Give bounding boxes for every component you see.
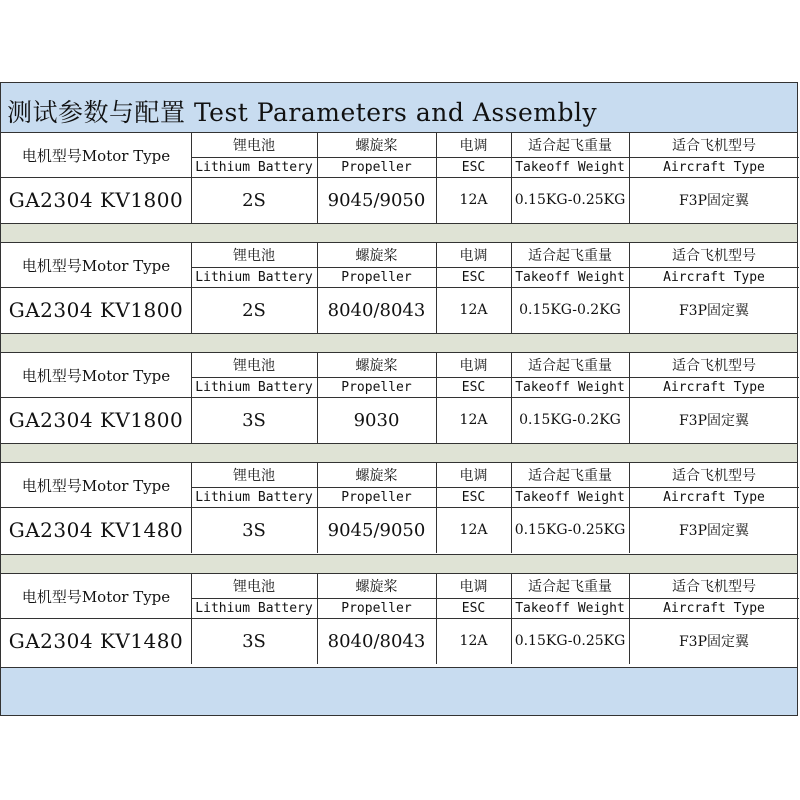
takeoff-value: 0.15KG-0.25KG — [514, 522, 626, 538]
spec-block — [1, 243, 797, 333]
aircraft-header-cn: 适合飞机型号 — [672, 138, 756, 154]
esc-header-cn: 电调 — [459, 358, 488, 374]
aircraft-value: F3P固定翼 — [678, 634, 750, 650]
esc-header-en: ESC — [461, 489, 486, 505]
parameters-table — [0, 82, 798, 716]
column-divider — [629, 243, 630, 333]
takeoff-header-cn: 适合起飞重量 — [528, 248, 612, 264]
propeller-value: 9045/9050 — [327, 189, 426, 211]
header-bottom-divider — [1, 177, 799, 178]
spec-block — [1, 133, 797, 223]
block-separator — [1, 443, 797, 463]
aircraft-header-en: Aircraft Type — [663, 489, 765, 505]
aircraft-header-en: Aircraft Type — [663, 600, 765, 616]
battery-header-en: Lithium Battery — [195, 269, 313, 285]
header-divider — [191, 598, 799, 599]
propeller-value: 8040/8043 — [327, 299, 426, 321]
aircraft-header-en: Aircraft Type — [663, 379, 765, 395]
takeoff-header-cn: 适合起飞重量 — [528, 579, 612, 595]
column-divider — [436, 353, 437, 443]
esc-header-en: ESC — [461, 269, 486, 285]
spec-block — [1, 353, 797, 443]
propeller-header-en: Propeller — [341, 600, 412, 616]
header-bottom-divider — [1, 397, 799, 398]
esc-value: 12A — [459, 633, 488, 649]
battery-value: 2S — [242, 299, 266, 321]
column-divider — [317, 133, 318, 223]
column-divider — [436, 574, 437, 664]
battery-value: 3S — [242, 409, 266, 431]
column-divider — [511, 463, 512, 553]
column-divider — [191, 574, 192, 664]
esc-value: 12A — [459, 522, 488, 538]
esc-header-en: ESC — [461, 379, 486, 395]
column-divider — [511, 574, 512, 664]
column-divider — [436, 133, 437, 223]
propeller-header-cn: 螺旋桨 — [355, 468, 398, 484]
propeller-value: 8040/8043 — [327, 630, 426, 652]
column-divider — [436, 243, 437, 333]
aircraft-value: F3P固定翼 — [678, 413, 750, 429]
header-bottom-divider — [1, 287, 799, 288]
motor-value: GA2304 KV1800 — [8, 408, 184, 432]
battery-header-cn: 锂电池 — [233, 358, 275, 374]
takeoff-header-cn: 适合起飞重量 — [528, 358, 612, 374]
takeoff-value: 0.15KG-0.25KG — [514, 192, 626, 208]
propeller-header-cn: 螺旋桨 — [355, 579, 398, 595]
column-divider — [629, 353, 630, 443]
motor-value: GA2304 KV1480 — [8, 518, 184, 542]
column-divider — [191, 463, 192, 553]
battery-header-en: Lithium Battery — [195, 379, 313, 395]
column-divider — [191, 353, 192, 443]
column-divider — [317, 243, 318, 333]
column-divider — [317, 463, 318, 553]
column-divider — [629, 133, 630, 223]
esc-header-cn: 电调 — [459, 138, 488, 154]
block-separator — [1, 223, 797, 243]
aircraft-header-cn: 适合飞机型号 — [672, 468, 756, 484]
column-divider — [511, 353, 512, 443]
battery-header-cn: 锂电池 — [233, 468, 275, 484]
column-divider — [436, 463, 437, 553]
battery-header-en: Lithium Battery — [195, 159, 313, 175]
header-divider — [191, 267, 799, 268]
column-divider — [191, 243, 192, 333]
motor-type-header: 电机型号Motor Type — [21, 256, 171, 275]
takeoff-header-en: Takeoff Weight — [515, 269, 625, 285]
takeoff-header-en: Takeoff Weight — [515, 600, 625, 616]
aircraft-value: F3P固定翼 — [678, 193, 750, 209]
column-divider — [511, 133, 512, 223]
propeller-header-en: Propeller — [341, 159, 412, 175]
motor-type-header: 电机型号Motor Type — [21, 366, 171, 385]
aircraft-header-en: Aircraft Type — [663, 159, 765, 175]
propeller-header-cn: 螺旋桨 — [355, 248, 398, 264]
battery-value: 3S — [242, 519, 266, 541]
motor-value: GA2304 KV1800 — [8, 298, 184, 322]
motor-type-header: 电机型号Motor Type — [21, 146, 171, 165]
takeoff-header-en: Takeoff Weight — [515, 379, 625, 395]
header-divider — [191, 157, 799, 158]
aircraft-header-cn: 适合飞机型号 — [672, 358, 756, 374]
title-bar — [1, 83, 797, 133]
battery-value: 2S — [242, 189, 266, 211]
column-divider — [317, 353, 318, 443]
esc-header-cn: 电调 — [459, 468, 488, 484]
propeller-header-en: Propeller — [341, 489, 412, 505]
column-divider — [629, 463, 630, 553]
propeller-header-cn: 螺旋桨 — [355, 358, 398, 374]
takeoff-value: 0.15KG-0.2KG — [519, 412, 621, 428]
propeller-header-cn: 螺旋桨 — [355, 138, 398, 154]
spec-block — [1, 463, 797, 553]
battery-value: 3S — [242, 630, 266, 652]
header-divider — [191, 487, 799, 488]
page-title: 测试参数与配置 Test Parameters and Assembly — [7, 98, 598, 127]
battery-header-cn: 锂电池 — [233, 248, 275, 264]
motor-value: GA2304 KV1800 — [8, 188, 184, 212]
spec-block — [1, 574, 797, 664]
header-divider — [191, 377, 799, 378]
battery-header-en: Lithium Battery — [195, 489, 313, 505]
esc-value: 12A — [459, 412, 488, 428]
battery-header-cn: 锂电池 — [233, 579, 275, 595]
esc-header-en: ESC — [461, 159, 486, 175]
column-divider — [629, 574, 630, 664]
takeoff-header-en: Takeoff Weight — [515, 159, 625, 175]
esc-value: 12A — [459, 192, 488, 208]
takeoff-value: 0.15KG-0.2KG — [519, 302, 621, 318]
aircraft-value: F3P固定翼 — [678, 523, 750, 539]
motor-value: GA2304 KV1480 — [8, 629, 184, 653]
esc-header-en: ESC — [461, 600, 486, 616]
column-divider — [317, 574, 318, 664]
motor-type-header: 电机型号Motor Type — [21, 587, 171, 606]
column-divider — [511, 243, 512, 333]
battery-header-cn: 锂电池 — [233, 138, 275, 154]
esc-value: 12A — [459, 302, 488, 318]
block-separator — [1, 554, 797, 574]
aircraft-header-cn: 适合飞机型号 — [672, 248, 756, 264]
takeoff-header-en: Takeoff Weight — [515, 489, 625, 505]
column-divider — [191, 133, 192, 223]
aircraft-header-en: Aircraft Type — [663, 269, 765, 285]
takeoff-value: 0.15KG-0.25KG — [514, 633, 626, 649]
propeller-value: 9030 — [353, 409, 400, 431]
aircraft-value: F3P固定翼 — [678, 303, 750, 319]
block-separator — [1, 333, 797, 353]
esc-header-cn: 电调 — [459, 248, 488, 264]
motor-type-header: 电机型号Motor Type — [21, 476, 171, 495]
header-bottom-divider — [1, 618, 799, 619]
propeller-value: 9045/9050 — [327, 519, 426, 541]
propeller-header-en: Propeller — [341, 269, 412, 285]
aircraft-header-cn: 适合飞机型号 — [672, 579, 756, 595]
takeoff-header-cn: 适合起飞重量 — [528, 468, 612, 484]
esc-header-cn: 电调 — [459, 579, 488, 595]
battery-header-en: Lithium Battery — [195, 600, 313, 616]
bottom-bar — [1, 667, 797, 715]
propeller-header-en: Propeller — [341, 379, 412, 395]
header-bottom-divider — [1, 507, 799, 508]
takeoff-header-cn: 适合起飞重量 — [528, 138, 612, 154]
